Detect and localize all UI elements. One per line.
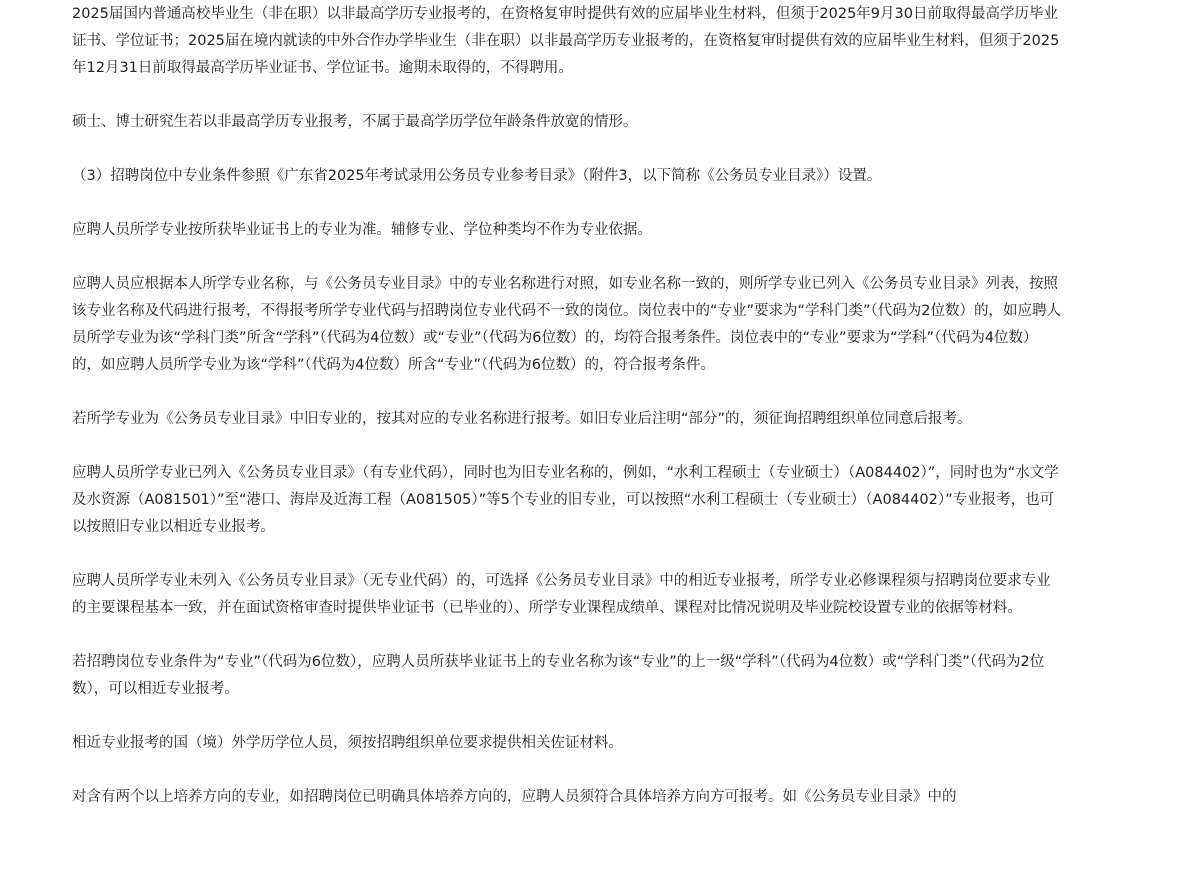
paragraph-major-matching: 应聘人员应根据本人所学专业名称，与《公务员专业目录》中的专业名称进行对照，如专业名称一致的，则所学专业已列入《公务员专业目录》列表，按照该专业名称及代码进行报考，不得报考所学专业代码与招聘岗位专业代码不一致的岗位。岗位表中的“专业”要求为“学科门类”（代码为2位数）的，如应聘人员所学专业为该“学科门类”所含“学科”（代码为4位数）或“专业”（代码为6位数）的，均符合报考条件。岗位表中的“专业”要求为“学科”（代码为4位数）的，如应聘人员所学专业为该“学科”（代码为4位数）所含“专业”（代码为6位数）的，符合报考条件。	[72, 276, 1062, 373]
paragraph-graduate-deadline: 2025届国内普通高校毕业生（非在职）以非最高学历专业报考的，在资格复审时提供有效的应届毕业生材料，但须于2025年9月30日前取得最高学历毕业证书、学位证书；2025届在境内就读的中外合作办学毕业生（非在职）以非最高学历专业报考的，在资格复审时提供有效的应届毕业生材料，但须于2025年12月31日前取得最高学历毕业证书、学位证书。逾期未取得的，不得聘用。	[72, 6, 1060, 76]
paragraph-listed-old-major-example: 应聘人员所学专业已列入《公务员专业目录》（有专业代码），同时也为旧专业名称的，例如，“水利工程硕士（专业硕士）（A084402）”，同时也为“水文学及水资源（A081501）”至“港口、海岸及近海工程（A081505）”等5个专业的旧专业，可以按照“水利工程硕士（专业硕士）（A084402）”专业报考，也可以按照旧专业以相近专业报考。	[72, 465, 1059, 535]
paragraph-unlisted-major: 应聘人员所学专业未列入《公务员专业目录》（无专业代码）的，可选择《公务员专业目录》中的相近专业报考，所学专业必修课程须与招聘岗位要求专业的主要课程基本一致，并在面试资格审查时提供毕业证书（已毕业的）、所学专业课程成绩单、课程对比情况说明及毕业院校设置专业的依据等材料。	[72, 573, 1051, 616]
paragraph-diploma-basis: 应聘人员所学专业按所获毕业证书上的专业为准。辅修专业、学位种类均不作为专业依据。	[72, 222, 652, 238]
paragraph-overseas-degree: 相近专业报考的国（境）外学历学位人员，须按招聘组织单位要求提供相关佐证材料。	[72, 735, 623, 751]
paragraph-upper-level-major: 若招聘岗位专业条件为“专业”（代码为6位数），应聘人员所获毕业证书上的专业名称为该“专业”的上一级“学科”（代码为4位数）或“学科门类”（代码为2位数），可以相近专业报考。	[72, 654, 1045, 697]
article-body	[72, 1, 1062, 838]
paragraph-old-majors: 若所学专业为《公务员专业目录》中旧专业的，按其对应的专业名称进行报考。如旧专业后注明“部分”的，须征询招聘组织单位同意后报考。	[72, 411, 972, 427]
paragraph-major-catalog: （3）招聘岗位中专业条件参照《广东省2025年考试录用公务员专业参考目录》（附件3，以下简称《公务员专业目录》）设置。	[72, 168, 882, 184]
paragraph-training-direction: 对含有两个以上培养方向的专业，如招聘岗位已明确具体培养方向的，应聘人员须符合具体培养方向方可报考。如《公务员专业目录》中的	[72, 789, 957, 805]
paragraph-postgraduate-age: 硕士、博士研究生若以非最高学历专业报考，不属于最高学历学位年龄条件放宽的情形。	[72, 114, 638, 130]
